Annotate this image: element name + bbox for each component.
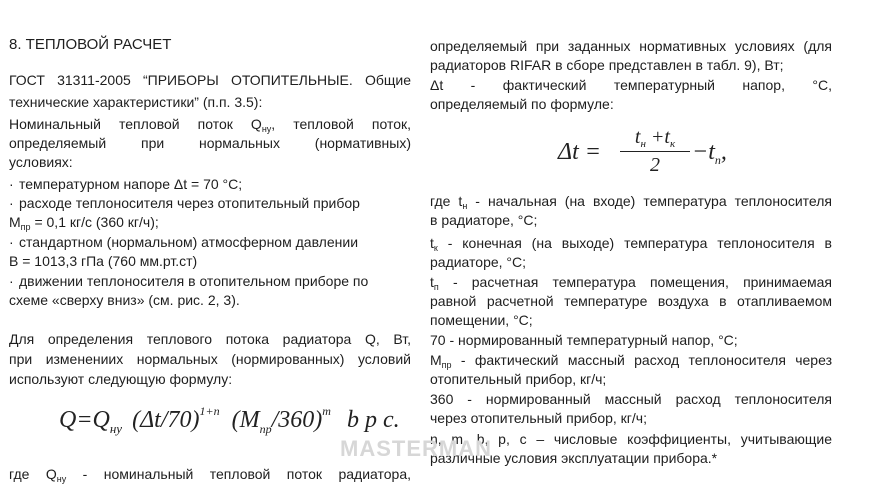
right-line-16: через отопительный прибор, кг/ч; xyxy=(430,410,647,426)
nominal-line-3: условиях: xyxy=(9,154,73,170)
bullet-item-4 xyxy=(9,272,368,290)
bullet-item-3 xyxy=(9,233,358,251)
formula-m-term: (M xyxy=(231,407,260,433)
r13-a: М xyxy=(430,352,442,368)
formula-lhs: Q=Q xyxy=(59,407,110,433)
dt-formula-lhs: Δt = xyxy=(558,139,601,165)
right-line-15: 360 - нормированный массный расход теплоносителя xyxy=(430,391,832,407)
rhs-comma: , xyxy=(720,139,727,165)
right-line-4: определяемый по формуле: xyxy=(430,96,614,112)
num-tk-sub: к xyxy=(669,138,676,150)
right-line-11: помещении, °С; xyxy=(430,312,533,328)
formula-m-sub: пр xyxy=(259,422,272,436)
bullet-dot-icon: · xyxy=(9,234,14,250)
r5-b: - начальная (на входе) температура теплоносителя xyxy=(467,193,832,209)
r7-b: - конечная (на выходе) температура теплоносителя в xyxy=(437,235,832,251)
bullet-dot-icon: · xyxy=(9,176,14,192)
section-heading: 8. ТЕПЛОВОЙ РАСЧЕТ xyxy=(9,36,172,53)
fraction-bar xyxy=(620,151,690,152)
nominal-text-b: , тепловой поток, xyxy=(271,116,412,132)
r5-a: где t xyxy=(430,193,463,209)
r13-sub: пр xyxy=(441,360,452,370)
right-line-18: различные условия эксплуатации прибора.* xyxy=(430,450,718,466)
nominal-line-2: определяемый при нормальных (нормативных) xyxy=(9,135,411,151)
right-line-8: радиаторе, °С; xyxy=(430,254,527,270)
right-line-3: Δt - фактический температурный напор, °С, xyxy=(430,77,832,93)
bullet-text: движении теплоносителя в отопительном приборе по xyxy=(19,273,369,289)
r9-b: - расчетная температура помещения, принимаемая xyxy=(438,274,832,290)
bullet-item-4-cont: схеме «сверху вниз» (см. рис. 2, 3). xyxy=(9,292,240,308)
bullet-text: = 0,1 кг/с (360 кг/ч); xyxy=(30,214,159,230)
right-line-14: отопительный прибор, кг/ч; xyxy=(430,371,607,387)
dt-formula-rhs xyxy=(692,138,727,174)
gost-line-1: ГОСТ 31311-2005 “ПРИБОРЫ ОТОПИТЕЛЬНЫЕ. Общие xyxy=(9,72,411,88)
right-line-12: 70 - нормированный температурный напор, °С; xyxy=(430,332,738,348)
bottom-text-b: - номинальный тепловой поток радиатора, xyxy=(66,466,412,482)
r9-a: t xyxy=(430,274,434,290)
para2-line-1: Для определения теплового потока радиатора Q, Вт, xyxy=(9,331,411,347)
watermark: MASTERMAN xyxy=(340,436,492,461)
mass-symbol: М xyxy=(9,214,21,230)
formula-exp1: 1+n xyxy=(199,404,220,418)
bullet-item-1 xyxy=(9,175,242,193)
bottom-text-a: где Q xyxy=(9,466,57,482)
formula-exp2: m xyxy=(322,404,331,418)
right-line-10: равной расчетной температуре воздуха в отапливаемом xyxy=(430,293,832,309)
nominal-text-a: Номинальный тепловой поток Q xyxy=(9,116,262,132)
formula-m-close: /360) xyxy=(271,407,323,433)
mass-subscript: пр xyxy=(20,222,31,232)
r13-b: - фактический массный расход теплоносителя через xyxy=(451,352,832,368)
bullet-dot-icon: · xyxy=(9,273,14,289)
dt-formula-denominator: 2 xyxy=(650,154,660,176)
formula-tail: b p c. xyxy=(346,407,400,433)
rhs-t-sub: п xyxy=(714,153,721,167)
r9-sub: п xyxy=(433,282,439,292)
num-t: t xyxy=(634,126,641,148)
num-t-sub: н xyxy=(640,138,646,150)
gost-line-2: технические характеристики” (п.п. 3.5): xyxy=(9,94,263,110)
right-line-2: радиаторов RIFAR в сборе представлен в табл. 9), Вт; xyxy=(430,57,784,73)
formula-dt-term: (Δt/70) xyxy=(132,407,200,433)
bullet-text: стандартном (нормальном) атмосферном давлении xyxy=(19,234,359,250)
bottom-subscript: ну xyxy=(56,474,67,484)
para2-line-3: используют следующую формулу: xyxy=(9,371,233,387)
bullet-item-3-cont: В = 1013,3 гПа (760 мм.рт.ст) xyxy=(9,253,198,269)
bullet-text: расходе теплоносителя через отопительный прибор xyxy=(19,195,360,211)
right-line-1: определяемый при заданных нормативных условиях (для xyxy=(430,38,832,54)
rhs-t: −t xyxy=(692,139,715,165)
bullet-item-2 xyxy=(9,194,360,212)
num-plus-t: +t xyxy=(645,126,670,148)
r7-a: t xyxy=(430,235,434,251)
bullet-dot-icon: · xyxy=(9,195,14,211)
formula-lhs-sub: ну xyxy=(109,421,123,436)
para2-line-2: при изменениих нормальных (нормированных) условий xyxy=(9,351,411,367)
r7-sub: к xyxy=(433,243,438,253)
nominal-subscript: ну xyxy=(261,124,272,134)
right-line-17: n, m, b, p, c – числовые коэффициенты, учитывающие xyxy=(430,431,832,447)
bottom-line xyxy=(9,465,411,488)
right-line-6: в радиаторе, °С; xyxy=(430,212,538,228)
bullet-text: температурном напоре Δt = 70 °С; xyxy=(19,176,243,192)
r5-sub: н xyxy=(462,201,468,211)
